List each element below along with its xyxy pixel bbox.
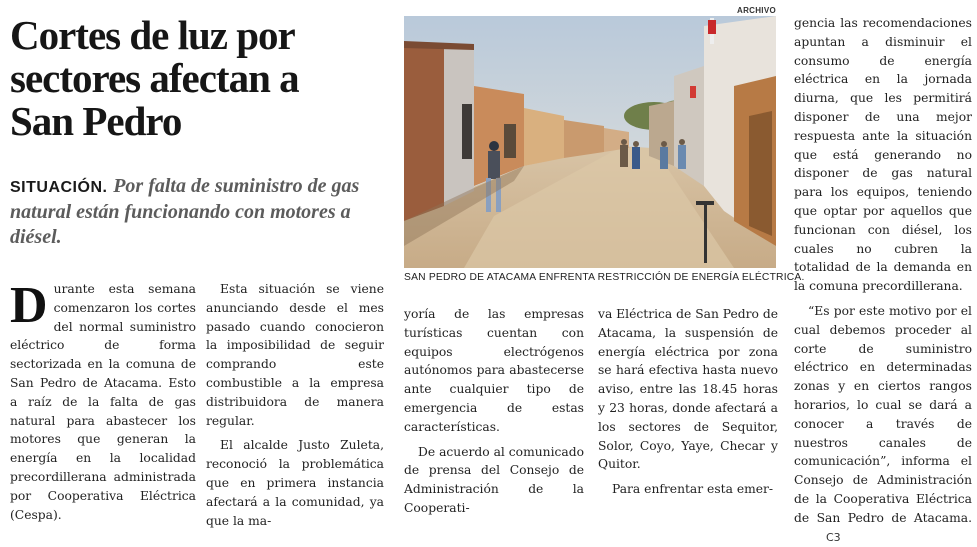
street-photo — [404, 16, 776, 268]
paragraph-text: “Es por este motivo por el cual debemos proceder al corte de suministro eléctrico en determinadas zonas y en ciertos rangos horarios, lo cual se dará a conocer a través de nuestros canales de comunicación”, informa el Consejo de Administración de la Cooperativa Eléctrica de San Pedro de Atacama. — [794, 303, 972, 525]
body-column-4 — [598, 305, 778, 499]
paragraph: yoría de las empresas turísticas cuentan con equipos electrógenos autónomos para abastecerse ante cualquier tipo de emergencia de estas características. — [404, 307, 584, 434]
kicker-text: Por falta de suministro de gas natural están funcionando con motores a diésel. — [10, 175, 360, 248]
end-mark: C3 — [826, 530, 841, 544]
headline — [10, 14, 390, 143]
kicker-label: SITUACIÓN. — [10, 179, 108, 196]
kicker — [10, 174, 390, 250]
photo-credit: ARCHIVO — [737, 6, 776, 15]
photo-caption: SAN PEDRO DE ATACAMA ENFRENTA RESTRICCIÓN DE ENERGÍA ELÉCTRICA. — [404, 272, 805, 283]
body-column-1 — [10, 277, 196, 524]
paragraph: Para enfrentar esta emer- — [612, 482, 774, 497]
headline-line-3: San Pedro — [10, 98, 182, 144]
headline-line-1: Cortes de luz por — [10, 12, 295, 58]
body-column-3 — [404, 305, 584, 518]
body-column-2 — [206, 280, 384, 530]
body-column-5 — [794, 14, 972, 547]
paragraph — [10, 277, 196, 524]
paragraph: va Eléctrica de San Pedro de Atacama, la suspensión de energía eléctrica por zona se hará efectiva hasta nuevo aviso, entre las 18.45 horas y 23 horas, donde afectará a los sectores de Sequitor, Solor, Coyo, Yaye, Checar y Quitor. — [598, 307, 778, 472]
paragraph-text: urante esta semana comenzaron los cortes del normal suministro eléctrico de forma sectorizada en la comuna de San Pedro de Atacama. Esto a raíz de la falta de gas natural para abastecer los motores que generan la energía en la localidad precordillerana administrada por Cooperativa Eléctrica (Cespa). — [10, 282, 196, 522]
headline-line-2: sectores afectan a — [10, 55, 299, 101]
paragraph — [794, 302, 972, 547]
paragraph: De acuerdo al comunicado de prensa del Consejo de Administración de la Cooperati- — [404, 444, 584, 515]
paragraph: Esta situación se viene anunciando desde el mes pasado cuando conocieron la imposibilidad de seguir comprando este combustible a la empresa distribuidora de manera regular. — [206, 282, 384, 428]
paragraph: gencia las recomendaciones apuntan a disminuir el consumo de energía eléctrica en la jornada diurna, que les permitirá disponer de una mejor respuesta ante la situación que está generando no disponer de gas natural para los equipos, teniendo que optar por aquellos que funcionan con diésel, los cuales no cubren la totalidad de la demanda en la comuna precordillerana. — [794, 16, 972, 294]
paragraph: El alcalde Justo Zuleta, reconoció la problemática que en primera instancia afectará a la comunidad, ya que la ma- — [206, 438, 384, 528]
drop-cap: D — [10, 277, 48, 334]
street-photo-image — [404, 16, 776, 268]
